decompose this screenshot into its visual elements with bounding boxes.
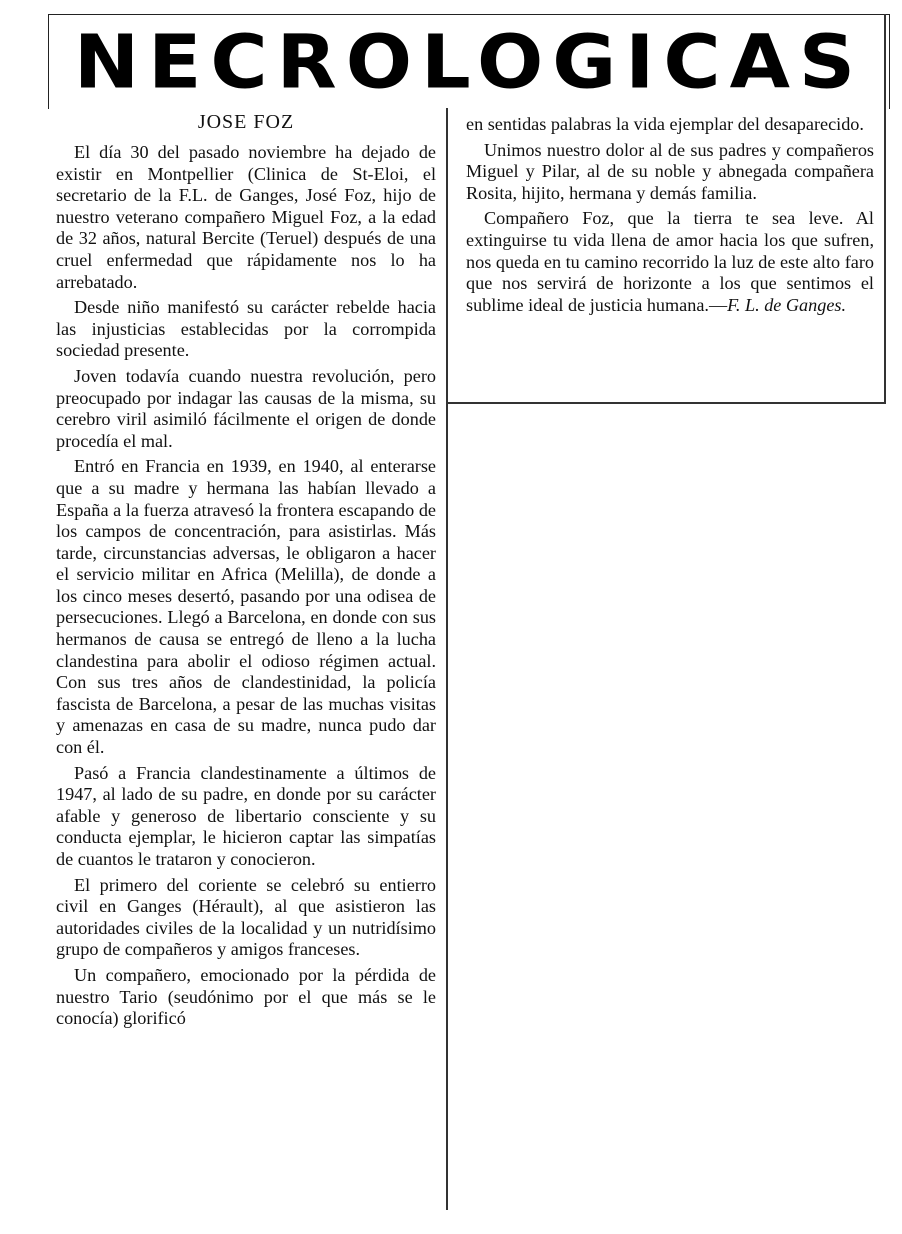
paragraph xyxy=(466,208,874,316)
signature: F. L. de Ganges. xyxy=(727,294,847,315)
paragraph: Desde niño manifestó su carácter rebelde hacia las injusticias establecidas por la corrompida sociedad presente. xyxy=(56,297,436,361)
paragraph: El día 30 del pasado noviembre ha dejado de existir en Montpellier (Clinica de St-Eloi, el secretario de la F.L. de Ganges, José Foz, hijo de nuestro veterano compañero Miguel Foz, a la edad de 32 años, natural Bercite (Teruel) después de una cruel enfermedad que rápidamente nos lo ha arrebatado. xyxy=(56,142,436,292)
paragraph: Un compañero, emocionado por la pérdida de nuestro Tario (seudónimo por el que más se le conocía) glorificó xyxy=(56,964,436,1029)
section-title: NECROLOGICAS xyxy=(73,20,865,106)
paragraph: Pasó a Francia clandestinamente a últimos de 1947, al lado de su padre, en donde por su carácter afable y generoso de libertario consciente y su conducta ejemplar, le hicieron captar las simpatías de cuantos le trataron y conocieron. xyxy=(56,762,436,869)
masthead xyxy=(48,14,890,109)
paragraph: Joven todavía cuando nuestra revolución, pero preocupado por indagar las causas de la misma, su cerebro viril asimiló fácilmente el origen de donde procedía el mal. xyxy=(56,365,436,451)
closing-text: Compañero Foz, que la tierra te sea leve. Al extinguirse tu vida llena de amor hacia los que sufren, nos queda en tu camino recorrido la luz de este alto faro que nos servirá de horizonte a los que sentimos el sublime ideal de justicia humana.— xyxy=(466,208,874,315)
paragraph: El primero del coriente se celebró su entierro civil en Ganges (Hérault), al que asistieron las autoridades civiles de la localidad y un nutridísimo grupo de compañeros y amigos franceses. xyxy=(56,874,436,960)
paragraph: Entró en Francia en 1939, en 1940, al enterarse que a su madre y hermana las habían llevado a España a la fuerza atravesó la frontera escapando de los campos de concentración, para asistirlas. Más tarde, circunstancias adversas, le obligaron a hacer el servicio militar en Africa (Melilla), de donde a los cinco meses desertó, pasando por una odisea de persecuciones. Llegó a Barcelona, en donde con sus hermanos de causa se entregó de lleno a la lucha clandestina para abolir el odioso régimen actual. Con sus tres años de clandestinidad, la policía fascista de Barcelona, a pesar de las muchas visitas y amenazas en casa de su madre, nunca pudo dar con él. xyxy=(56,456,436,758)
obituary-heading: JOSE FOZ xyxy=(197,111,295,133)
left-column xyxy=(56,108,436,1034)
paragraph-continuation: en sentidas palabras la vida ejemplar del desaparecido. xyxy=(466,114,864,134)
column-divider xyxy=(446,108,448,1210)
paragraph: Unimos nuestro dolor al de sus padres y compañeros Miguel y Pilar, al de su noble y abnegada compañera Rosita, hijito, hermana y demás familia. xyxy=(466,139,874,203)
right-column xyxy=(466,114,874,320)
right-column-bottom-rule xyxy=(448,402,886,404)
right-border xyxy=(884,14,886,404)
